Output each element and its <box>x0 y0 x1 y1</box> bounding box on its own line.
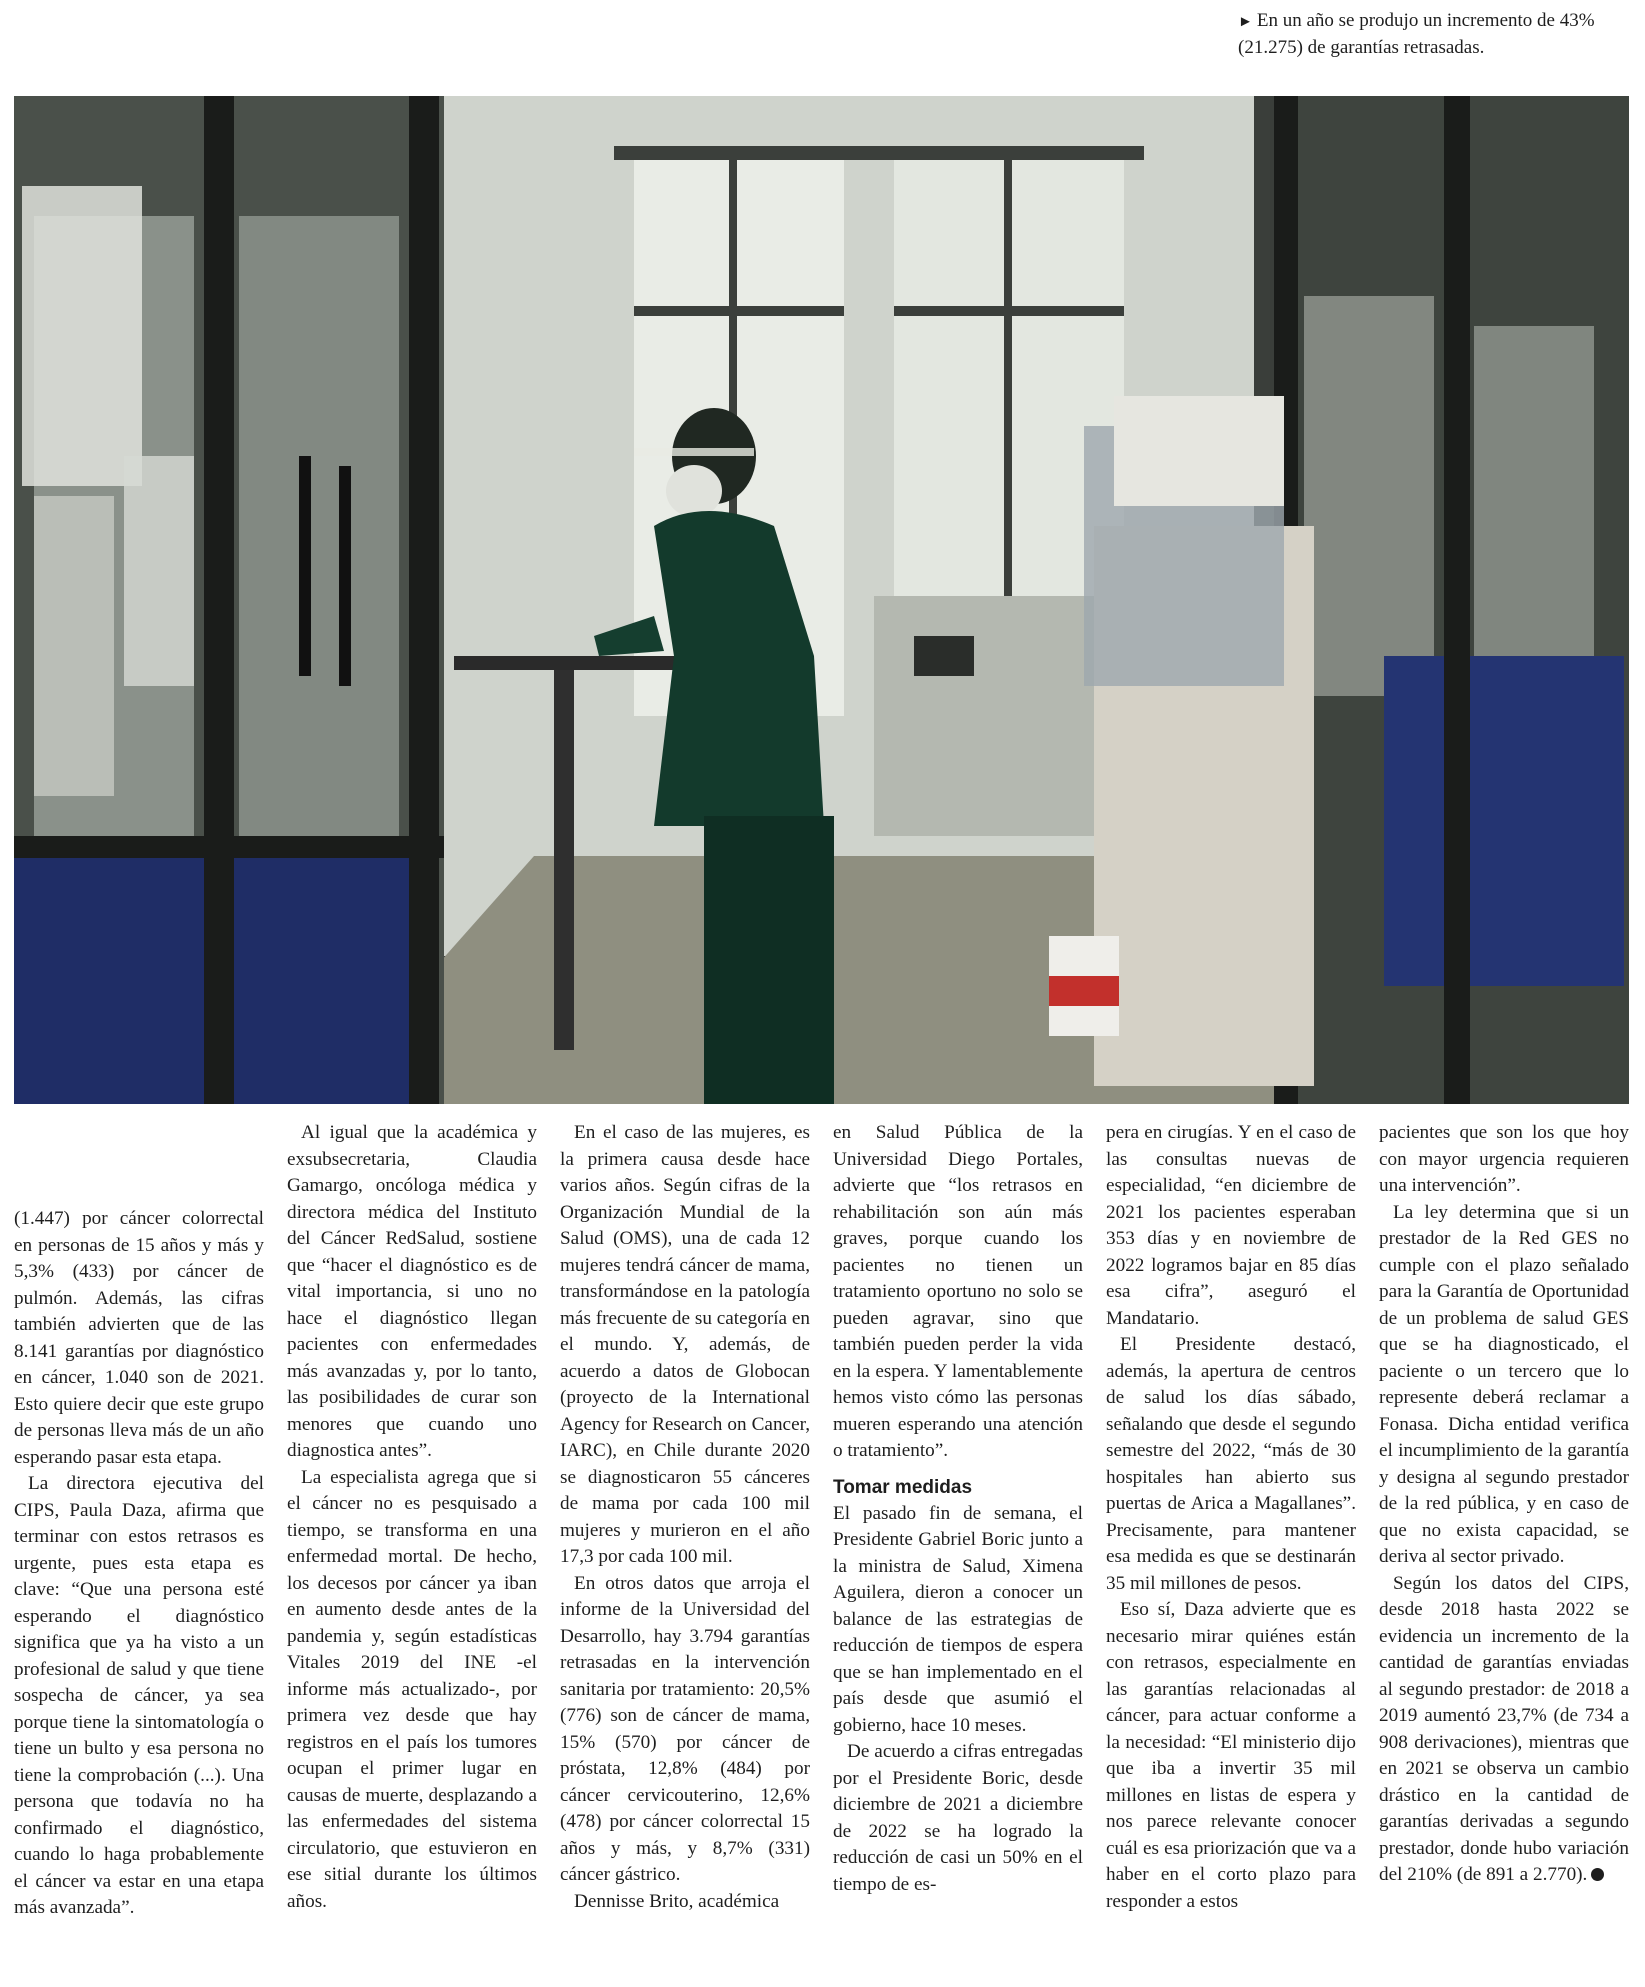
paragraph-with-end-mark <box>1379 1571 1629 1889</box>
section-heading: Tomar medidas <box>833 1476 973 1498</box>
article-column-2 <box>287 1120 537 1980</box>
article-column-1 <box>14 1120 264 1980</box>
paragraph: La especialista agrega que si el cáncer no es pesquisado a tiempo, se transforma en una enfermedad mortal. De hecho, los decesos por cáncer ya iban en aumento desde antes de la pandemia y, según estadísticas Vitales 2019 del INE -el informe más actualizado-, por primera vez desde que hay registros en el país los tumores ocupan el primer lugar en causas de muerte, desplazando a las enfermedades del sistema circulatorio, que estuvieron en ese sitial durante los últimos años. <box>287 1466 537 1912</box>
triangle-bullet-icon: ► <box>1238 14 1253 30</box>
highlight-text: En un año se produjo un incremento de 43% (21.275) de garantías retrasadas. <box>1238 10 1595 58</box>
paragraph: En otros datos que arroja el informe de la Universidad del Desarrollo, hay 3.794 garantías retrasadas en la intervención sanitaria por tratamiento: 20,5% (776) son de cáncer de mama, 15% (570) por cáncer de próstata, 12,8% (484) por cáncer cervicouterino, 12,6% (478) por cáncer colorrectal 15 años y más, y 8,7% (331) cáncer gástrico. <box>560 1572 810 1885</box>
article-column-3 <box>560 1120 810 1980</box>
paragraph: Eso sí, Daza advierte que es necesario mirar quiénes están con retrasos, especialmente en las garantías relacionadas al cáncer, para actuar conforme a la necesidad: “El ministerio dijo que iba a invertir 35 mil millones en listas de espera y nos parece relevante conocer cuál es esa priorización que va a haber en el corto plazo para responder a estos <box>1106 1599 1356 1912</box>
article-column-5 <box>1106 1120 1356 1980</box>
paragraph: En el caso de las mujeres, es la primera causa desde hace varios años. Según cifras de la Organización Mundial de la Salud (OMS), una de cada 12 mujeres tendrá cáncer de mama, transformándose en la patología más frecuente de su categoría en el mundo. Y, además, de acuerdo a datos de Globocan (proyecto de la International Agency for Research on Cancer, IARC), en Chile durante 2020 se diagnosticaron 55 cánceres de mama por cada 100 mil mujeres y murieron en el año 17,3 por cada 100 mil. <box>560 1122 810 1567</box>
paragraph: La directora ejecutiva del CIPS, Paula Daza, afirma que terminar con estos retrasos es urgente, pues esta etapa es clave: “Que una persona esté esperando el diagnóstico significa que ya ha visto a un profesional de salud y que tiene sospecha de cáncer, ya sea porque tiene la sintomatología o tiene un bulto y esa persona no tiene la comprobación (...). Una persona que todavía no ha confirmado el diagnóstico, cuando lo haga probablemente el cáncer va estar en una etapa más avanzada”. <box>14 1473 264 1918</box>
paragraph: La ley determina que si un prestador de la Red GES no cumple con el plazo señalado para la Garantía de Oportunidad de un problema de salud GES que se ha diagnosticado, el paciente o un tercero que lo represente deberá reclamar a Fonasa. Dicha entidad verifica el incumplimiento de la garantía y designa al segundo prestador de la red pública, y en caso de que no exista capacidad, se deriva al sector privado. <box>1379 1201 1629 1567</box>
paragraph: pera en cirugías. Y en el caso de las consultas nuevas de especialidad, “en diciembre de 2021 los pacientes esperaban 353 días y en noviembre de 2022 logramos bajar en 85 días esa cifra”, aseguró el Mandatario. <box>1106 1122 1356 1329</box>
article-highlight <box>1238 8 1638 61</box>
paragraph: Al igual que la académica y exsubsecretaria, Claudia Gamargo, oncóloga médica y directora médica del Instituto del Cáncer RedSalud, sostiene que “hacer el diagnóstico es de vital importancia, si uno no hace el diagnóstico llegan pacientes con enfermedades más avanzadas y, por lo tanto, las posibilidades de curar son menores que cuando uno diagnostica antes”. <box>287 1122 537 1461</box>
article-column-6 <box>1379 1120 1629 1980</box>
paragraph: El Presidente destacó, además, la apertura de centros de salud los días sábado, señalando que desde el segundo semestre del 2022, “más de 30 hospitales han abierto sus puertas de Arica a Magallanes”. Precisamente, para mantener esa medida es que se destinarán 35 mil millones de pesos. <box>1106 1334 1356 1594</box>
paragraph: De acuerdo a cifras entregadas por el Presidente Boric, desde diciembre de 2021 a diciembre de 2022 se ha logrado la reducción de casi un 50% en el tiempo de es- <box>833 1741 1083 1895</box>
article-column-4 <box>833 1120 1083 1980</box>
paragraph: Dennisse Brito, académica <box>574 1890 780 1912</box>
end-of-article-dot-icon <box>1591 1868 1604 1881</box>
hospital-ward-photo <box>14 96 1629 1104</box>
paragraph: El pasado fin de semana, el Presidente Gabriel Boric junto a la ministra de Salud, Ximena Aguilera, dieron a conocer un balance de las estrategias de reducción de tiempos de espera que se han implementado en el país desde que asumió el gobierno, hace 10 meses. <box>833 1502 1083 1736</box>
paragraph: pacientes que son los que hoy con mayor urgencia requieren una intervención”. <box>1379 1122 1629 1196</box>
paragraph: Según los datos del CIPS, desde 2018 hasta 2022 se evidencia un incremento de la cantidad de garantías enviadas al segundo prestador: de 2018 a 2019 aumentó 23,7% (de 734 a 908 derivaciones), mientras que en 2021 se observa un cambio drástico en la cantidad de garantías derivadas a segundo prestador, donde hubo variación del 210% (de 891 a 2.770). <box>1379 1572 1629 1885</box>
paragraph: (1.447) por cáncer colorrectal en personas de 15 años y más y 5,3% (433) por cáncer de pulmón. Además, las cifras también advierten que de las 8.141 garantías por diagnóstico en cáncer, 1.040 son de 2021. Esto quiere decir que este grupo de personas lleva más de un año esperando pasar esta etapa. <box>14 1208 264 1468</box>
photo-illustration <box>14 96 1629 1104</box>
paragraph: en Salud Pública de la Universidad Diego Portales, advierte que “los retrasos en rehabilitación son aún más graves, porque cuando los pacientes no tienen un tratamiento oportuno no solo se pueden agravar, sino que también pueden perder la vida en la espera. Y lamentablemente hemos visto cómo las personas mueren esperando una atención o tratamiento”. <box>833 1122 1083 1461</box>
